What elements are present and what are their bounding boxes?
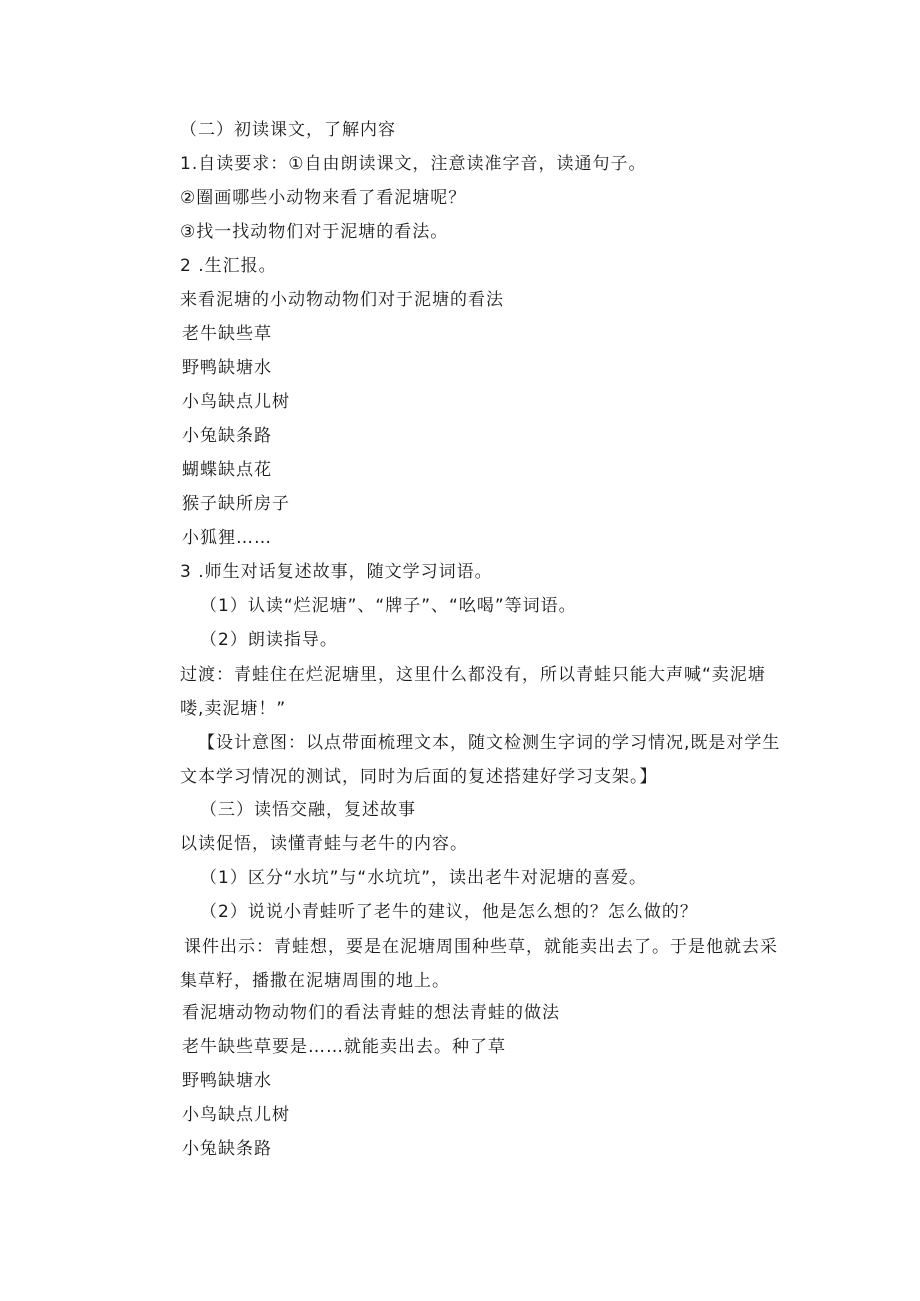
list-item: 老牛缺些草要是……就能卖出去。种了草: [182, 1037, 506, 1057]
reading-requirement-3: ③找一找动物们对于泥塘的看法。: [180, 222, 449, 242]
student-report-heading: 2 .生汇报。: [180, 256, 277, 276]
list-item: 老牛缺些草: [182, 324, 272, 344]
section-heading-3: （三）读悟交融，复述故事: [200, 800, 416, 820]
list-item: 蝴蝶缺点花: [182, 460, 272, 480]
section-heading-2: （二）初读课文，了解内容: [180, 120, 396, 140]
list-item: 小鸟缺点儿树: [182, 392, 290, 412]
reading-requirement-1: 1.自读要求：①自由朗读课文，注意读准字音，读通句子。: [180, 154, 647, 174]
reading-guide-item: （2）朗读指导。: [200, 630, 338, 650]
dialogue-retell-heading: 3 .师生对话复述故事，随文学习词语。: [180, 562, 493, 582]
distinguish-item: （1）区分“水坑”与“水坑坑”，读出老牛对泥塘的喜爱。: [200, 868, 648, 888]
list-item: 野鸭缺塘水: [182, 1071, 272, 1091]
design-intent-paragraph: 【设计意图：以点带面梳理文本，随文检测生字词的学习情况,既是对学生文本学习情况的测试，同时为后面的复述搭建好学习支架。】: [180, 733, 781, 787]
word-reading-item: （1）认读“烂泥塘”、“牌子”、“吆喝”等词语。: [200, 596, 577, 616]
list-item: 小兔缺条路: [182, 1139, 272, 1159]
list-item: 小狐狸……: [182, 528, 272, 548]
table-header-1: 来看泥塘的小动物动物们对于泥塘的看法: [180, 290, 504, 310]
table-header-2: 看泥塘动物动物们的看法青蛙的想法青蛙的做法: [182, 1003, 560, 1023]
read-comprehend-line: 以读促悟，读懂青蛙与老牛的内容。: [180, 834, 468, 854]
transition-paragraph: 过渡：青蛙住在烂泥塘里，这里什么都没有，所以青蛙只能大声喊“卖泥塘喽,卖泥塘！”: [180, 665, 766, 719]
list-item: 小兔缺条路: [182, 426, 272, 446]
list-item: 小鸟缺点儿树: [182, 1105, 290, 1125]
courseware-paragraph: 课件出示：青蛙想，要是在泥塘周围种些草，就能卖出去了。于是他就去采集草籽，播撒在泥塘周围的地上。: [180, 937, 778, 991]
discussion-item: （2）说说小青蛙听了老牛的建议，他是怎么想的？怎么做的？: [200, 902, 698, 922]
reading-requirement-2: ②圈画哪些小动物来看了看泥塘呢？: [180, 188, 467, 208]
list-item: 野鸭缺塘水: [182, 358, 272, 378]
list-item: 猴子缺所房子: [182, 494, 290, 514]
